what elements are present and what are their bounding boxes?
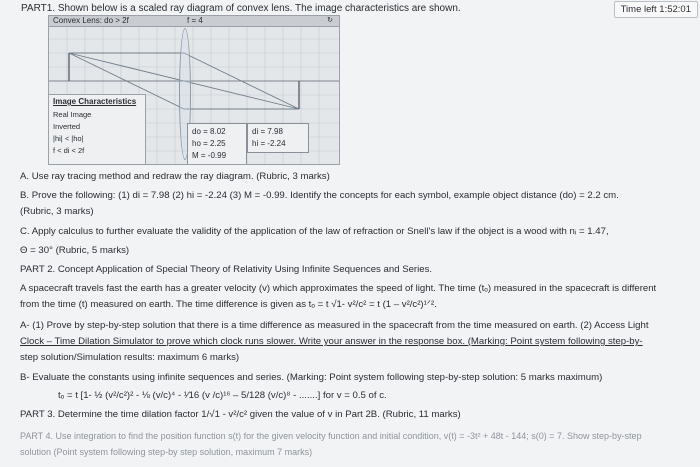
object-values-box — [187, 123, 247, 165]
part2-title: PART 2. Concept Application of Special Theory of Relativity Using Infinite Sequences and Series. — [20, 264, 433, 275]
question-c-line1: C. Apply calculus to further evaluate the validity of the application of the law of refraction or Snell's law if the object is a wood with nᵢ = 1.47, — [20, 226, 609, 237]
image-height-value: hi = -2.24 — [252, 139, 286, 148]
magnification-value: M = -0.99 — [192, 151, 227, 160]
part4-question-line1: PART 4. Use integration to find the position function s(t) for the given velocity function and initial condition, v(t) = -3t² + 48t - 144; s(0) = 7. Show step-by-step — [20, 431, 642, 441]
part2-question-b-line1: B- Evaluate the constants using infinite sequences and series. (Marking: Point system following step-by-step solution: 5 marks maximum) — [20, 372, 603, 383]
object-distance-value: do = 8.02 — [192, 127, 226, 136]
diagram-header — [49, 16, 339, 27]
part2-question-a-line1: A- (1) Prove by step-by-step solution that there is a time difference as measured in the spacecraft from the time measured on earth. (2) Access Light — [20, 320, 649, 331]
part2-question-a-line2: Clock – Time Dilation Simulator to prove which clock runs slower. Write your answer in the response box. (Marking: Point system following step-by- — [20, 336, 643, 347]
question-b-line2: (Rubric, 3 marks) — [20, 206, 94, 217]
image-values-box — [247, 123, 309, 153]
ray-diagram — [48, 15, 340, 165]
part4-question-line2: solution (Point system following step-by step solution, maximum 7 marks) — [20, 447, 313, 457]
focal-length-label: f = 4 — [187, 16, 203, 25]
question-c-line2: Θ = 30° (Rubric, 5 marks) — [20, 245, 130, 256]
characteristic-item: |hi| < |ho| — [53, 134, 84, 143]
question-b-line1: B. Prove the following: (1) di = 7.98 (2) hi = -2.24 (3) M = -0.99. Identify the concepts for each symbol, example object distance (do) = 2.2 cm. — [20, 190, 619, 201]
part2-intro-line2: from the time (t) measured on earth. The time difference is given as tₒ = t √1- v²/c² = t (1 – v²/c²)¹ᐟ². — [20, 299, 437, 310]
part2-question-a-line3: step solution/Simulation results: maximum 6 marks) — [20, 352, 240, 363]
refresh-icon[interactable]: ↻ — [327, 17, 333, 24]
characteristic-item: f < di < 2f — [53, 146, 85, 155]
characteristic-item: Inverted — [53, 122, 81, 131]
image-characteristics-panel — [49, 94, 146, 165]
characteristic-item: Real Image — [53, 110, 92, 119]
part2-intro-line1: A spacecraft travels fast the earth has a greater velocity (v) which approximates the speed of light. The time (tₒ) measured in the spacecraft is different — [20, 283, 657, 294]
diagram-header-label: Convex Lens: do > 2f — [53, 16, 129, 25]
time-left-badge: Time left 1:52:01 — [614, 1, 698, 18]
part1-title: PART1. Shown below is a scaled ray diagram of convex lens. The image characteristics are shown. — [21, 3, 461, 14]
image-distance-value: di = 7.98 — [252, 127, 283, 136]
object-height-value: ho = 2.25 — [192, 139, 226, 148]
characteristics-title: Image Characteristics — [53, 97, 137, 106]
question-a: A. Use ray tracing method and redraw the ray diagram. (Rubric, 3 marks) — [20, 171, 330, 182]
part3-question: PART 3. Determine the time dilation factor 1/√1 - v²/c² given the value of v in Part 2B. (Rubric, 11 marks) — [20, 409, 461, 420]
series-formula: tₒ = t [1- ½ (v²/c²)² - ⅛ (v/c)⁴ - ¹⁄16 (v /c)¹⁶ – 5/128 (v/c)⁸ - .......] for v = 0.5 of c. — [58, 390, 387, 401]
